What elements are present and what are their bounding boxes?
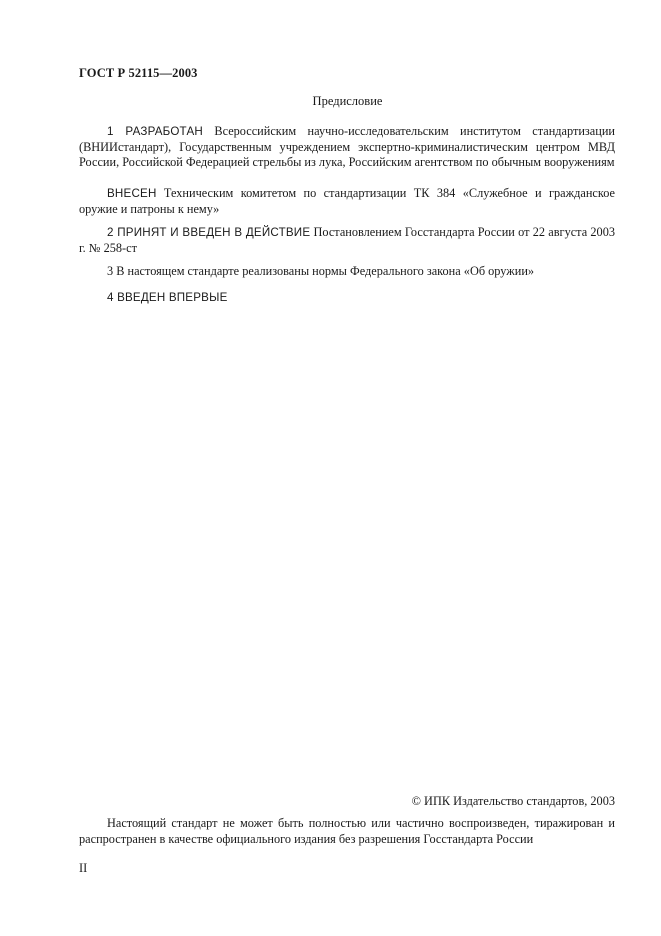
item-text: Постановлением Госстандарта России от 22 августа 2003 г. № 258-ст: [79, 225, 615, 255]
preface-item-submitted: [79, 186, 615, 217]
reproduction-notice: Настоящий стандарт не может быть полностью или частично воспроизведен, тиражирован и распространен в качестве официального издания без разрешения Госстандарта России: [79, 816, 615, 846]
item-lead: ВНЕСЕН: [107, 187, 157, 200]
preface-title: Предисловие: [312, 94, 383, 108]
item-text: Всероссийским научно-исследовательским институтом стандартизации (ВНИИстандарт), Государственным учреждением экспертно-криминалистическим центром МВД России, Российской Федерацией стрельбы из лука, Российским агентством по обычным вооружениям: [79, 124, 615, 169]
item-text: 3 В настоящем стандарте реализованы нормы Федерального закона «Об оружии»: [107, 264, 535, 278]
item-lead: 1 РАЗРАБОТАН: [107, 125, 203, 138]
page-number: II: [79, 861, 88, 875]
copyright-notice: © ИПК Издательство стандартов, 2003: [411, 794, 615, 808]
standard-header: ГОСТ Р 52115—2003: [79, 66, 198, 80]
preface-item-adopted: [79, 225, 615, 256]
preface-item-developed: [79, 124, 615, 171]
preface-item-law: [79, 264, 615, 280]
item-text: Техническим комитетом по стандартизации ТК 384 «Служебное и гражданское оружие и патроны к нему»: [79, 186, 615, 216]
preface-item-first-introduced: [79, 290, 615, 306]
item-lead: 2 ПРИНЯТ И ВВЕДЕН В ДЕЙСТВИЕ: [107, 226, 311, 239]
item-lead: 4 ВВЕДЕН ВПЕРВЫЕ: [107, 291, 228, 304]
